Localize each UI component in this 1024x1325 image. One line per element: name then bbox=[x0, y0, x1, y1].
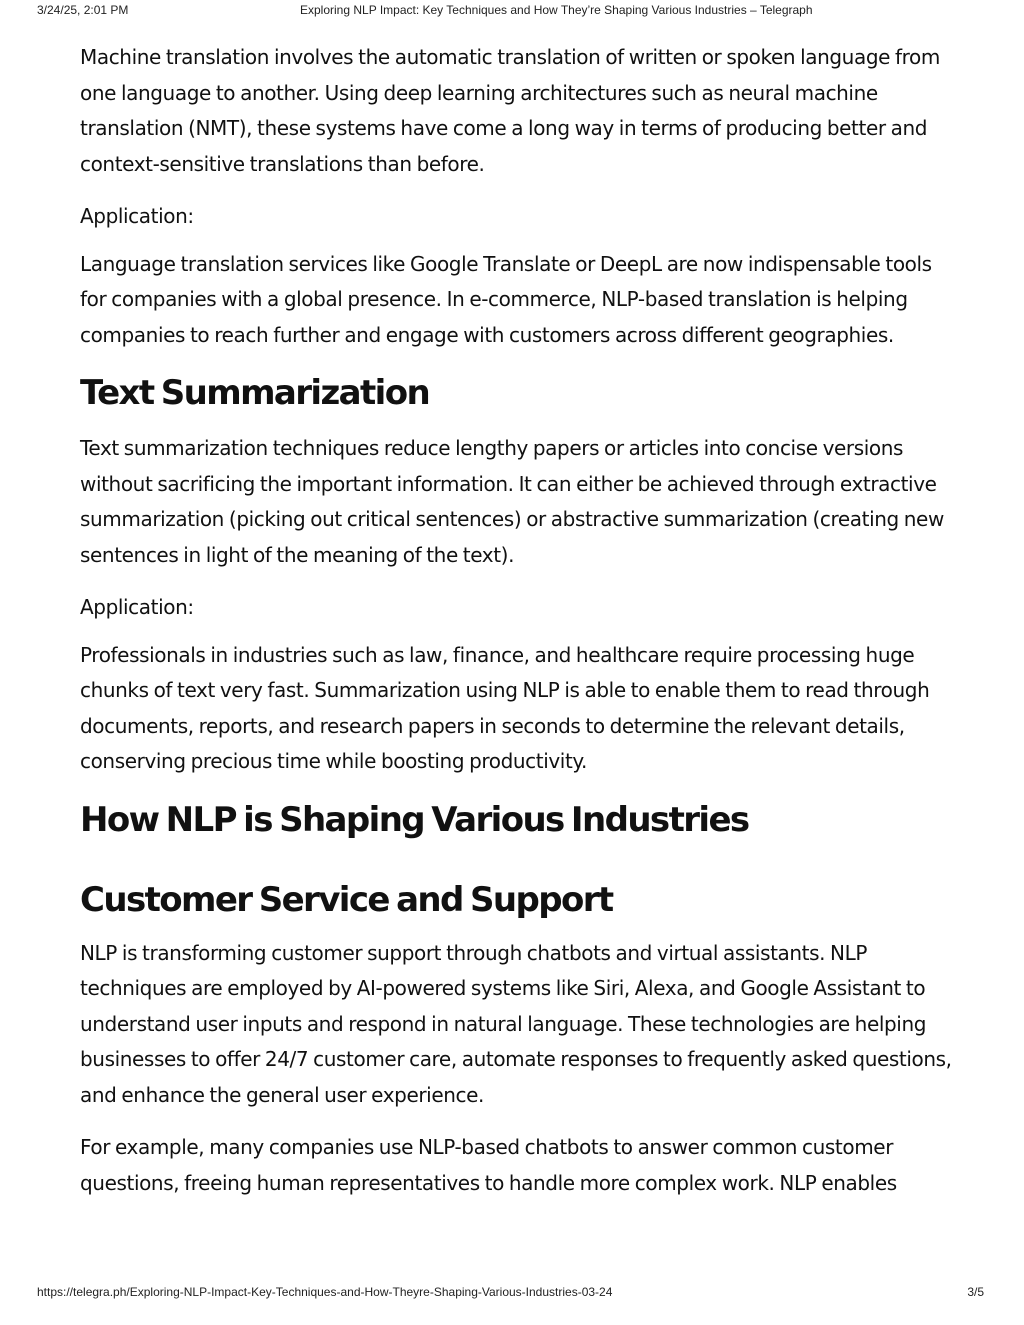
print-page-title: Exploring NLP Impact: Key Techniques and How They’re Shaping Various Industries – Telegraph bbox=[300, 3, 813, 17]
summarization-application-label: Application: bbox=[80, 595, 194, 619]
print-footer bbox=[0, 1283, 1024, 1303]
print-header bbox=[0, 0, 1024, 20]
article-body bbox=[80, 40, 960, 1218]
print-url: https://telegra.ph/Exploring-NLP-Impact-Key-Techniques-and-How-Theyre-Shaping-Various-Industries-03-24 bbox=[37, 1285, 613, 1299]
chatbot-example-paragraph: For example, many companies use NLP-based chatbots to answer common customer questions, freeing human representatives to handle more complex work. NLP enables bbox=[80, 1135, 897, 1195]
translation-application-paragraph: Language translation services like Google Translate or DeepL are now indispensable tools for companies with a global presence. In e-commerce, NLP-based translation is helping companies to reach further and engage with customers across different geographies. bbox=[80, 251, 932, 347]
translation-application-label: Application: bbox=[80, 204, 194, 228]
industries-heading: How NLP is Shaping Various Industries bbox=[80, 799, 749, 840]
summarization-application-paragraph: Professionals in industries such as law, finance, and healthcare require processing huge chunks of text very fast. Summarization using NLP is able to enable them to read through documents, reports, and research papers in seconds to determine the relevant details, conserving precious time while boosting productivity. bbox=[80, 642, 930, 773]
customer-service-paragraph: NLP is transforming customer support through chatbots and virtual assistants. NLP techniques are employed by AI-powered systems like Siri, Alexa, and Google Assistant to understand user inputs and respond in natural language. These technologies are helping businesses to offer 24/7 customer care, automate responses to frequently asked questions, and enhance the general user experience. bbox=[80, 940, 952, 1107]
machine-translation-paragraph: Machine translation involves the automatic translation of written or spoken language from one language to another. Using deep learning architectures such as neural machine translation (NMT), these systems have come a long way in terms of producing better and context-sensitive translations than before. bbox=[80, 45, 940, 176]
customer-service-heading: Customer Service and Support bbox=[80, 879, 613, 920]
text-summarization-heading: Text Summarization bbox=[80, 373, 430, 413]
print-date: 3/24/25, 2:01 PM bbox=[37, 3, 129, 17]
text-summarization-paragraph: Text summarization techniques reduce lengthy papers or articles into concise versions without sacrificing the important information. It can either be achieved through extractive summarization (picking out critical sentences) or abstractive summarization (creating new sentences in light of the meaning of the text). bbox=[80, 436, 944, 567]
page-number: 3/5 bbox=[967, 1285, 984, 1299]
